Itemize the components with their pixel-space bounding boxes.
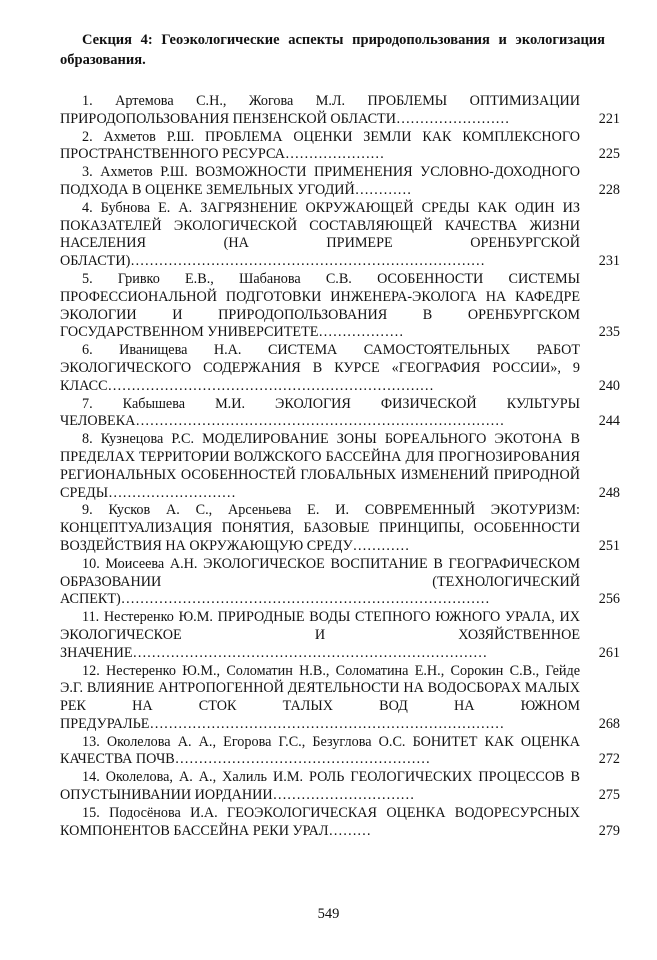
toc-entry-page: 272	[598, 751, 620, 768]
toc-entry-page: 221	[598, 110, 620, 127]
toc-entry-text: 7. Кабышева М.И. ЭКОЛОГИЯ ФИЗИЧЕСКОЙ КУЛЬТУРЫ ЧЕЛОВЕКА……………………………………………………………………	[60, 395, 580, 430]
toc-entry-text: 8. Кузнецова Р.С. МОДЕЛИРОВАНИЕ ЗОНЫ БОРЕАЛЬНОГО ЭКОТОНА В ПРЕДЕЛАХ ТЕРРИТОРИИ ВОЛЖСКОГО БАССЕЙНА ДЛЯ ПРОГНОЗИРОВАНИЯ РЕГИОНАЛЬНЫХ ОСОБЕННОСТЕЙ ГЛОБАЛЬНЫХ ИЗМЕНЕНИЙ ПРИРОДНОЙ СРЕДЫ………………………	[60, 431, 580, 501]
toc-entry-text: 12. Нестеренко Ю.М., Соломатин Н.В., Соломатина Е.Н., Сорокин С.В., Гейде Э.Г. ВЛИЯНИЕ АНТРОПОГЕННОЙ ДЕЯТЕЛЬНОСТИ НА ВОДОСБОРАХ МАЛЫХ РЕК НА СТОК ТАЛЫХ ВОД НА ЮЖНОМ ПРЕДУРАЛЬЕ…………………………………………………………………	[60, 662, 580, 732]
toc-entry-page: 231	[598, 253, 620, 270]
toc-entry	[60, 769, 620, 805]
toc-entry	[60, 663, 620, 734]
toc-entry-text: 4. Бубнова Е. А. ЗАГРЯЗНЕНИЕ ОКРУЖАЮЩЕЙ СРЕДЫ КАК ОДИН ИЗ ПОКАЗАТЕЛЕЙ ЭКОЛОГИЧЕСКОЙ СОСТАВЛЯЮЩЕЙ КАЧЕСТВА ЖИЗНИ НАСЕЛЕНИЯ (НА ПРИМЕРЕ ОРЕНБУРГСКОЙ ОБЛАСТИ)…………………………………………………………………	[60, 199, 580, 270]
toc-entry-text: 10. Моисеева А.Н. ЭКОЛОГИЧЕСКОЕ ВОСПИТАНИЕ В ГЕОГРАФИЧЕСКОМ ОБРАЗОВАНИИ (ТЕХНОЛОГИЧЕСКИЙ АСПЕКТ)……………………………………………………………………	[60, 555, 580, 608]
page-number: 549	[317, 906, 340, 922]
toc-entry	[60, 805, 620, 841]
toc-entry-page: 275	[598, 787, 620, 804]
toc-entry-page: 248	[598, 484, 620, 501]
toc-entry	[60, 609, 620, 662]
table-of-contents	[60, 93, 620, 840]
toc-entry	[60, 93, 620, 129]
toc-entry-text: 14. Околелова, А. А., Халиль И.М. РОЛЬ ГЕОЛОГИЧЕСКИХ ПРОЦЕССОВ В ОПУСТЫНИВАНИИ ИОРДАНИИ…………………………	[60, 769, 580, 804]
toc-entry	[60, 164, 620, 200]
toc-entry-page: 279	[598, 822, 620, 839]
toc-entry	[60, 734, 620, 770]
toc-entry-text: 2. Ахметов Р.Ш. ПРОБЛЕМА ОЦЕНКИ ЗЕМЛИ КАК КОМПЛЕКСНОГО ПРОСТРАНСТВЕННОГО РЕСУРСА…………………	[60, 128, 580, 163]
toc-entry-text: 1. Артемова С.Н., Жогова М.Л. ПРОБЛЕМЫ ОПТИМИЗАЦИИ ПРИРОДОПОЛЬЗОВАНИЯ ПЕНЗЕНСКОЙ ОБЛАСТИ……………………	[60, 93, 580, 127]
toc-entry-page: 256	[598, 591, 620, 608]
toc-entry-page: 228	[598, 181, 620, 198]
toc-entry-page: 268	[598, 715, 620, 732]
toc-entry	[60, 342, 620, 395]
toc-entry	[60, 396, 620, 432]
toc-entry-text: 9. Кусков А. С., Арсеньева Е. И. СОВРЕМЕННЫЙ ЭКОТУРИЗМ: КОНЦЕПТУАЛИЗАЦИЯ ПОНЯТИЯ, БАЗОВЫЕ ПРИНЦИПЫ, ОСОБЕННОСТИ ВОЗДЕЙСТВИЯ НА ОКРУЖАЮЩУЮ СРЕДУ…………	[60, 502, 580, 554]
toc-entry-text: 15. Подосёнова И.А. ГЕОЭКОЛОГИЧЕСКАЯ ОЦЕНКА ВОДОРЕСУРСНЫХ КОМПОНЕНТОВ БАССЕЙНА РЕКИ УРАЛ………	[60, 804, 580, 839]
toc-entry-text: 6. Иванищева Н.А. СИСТЕМА САМОСТОЯТЕЛЬНЫХ РАБОТ ЭКОЛОГИЧЕСКОГО СОДЕРЖАНИЯ В КУРСЕ «ГЕОГРАФИЯ РОССИИ», 9 КЛАСС……………………………………………………………	[60, 342, 580, 394]
toc-entry-text: 11. Нестеренко Ю.М. ПРИРОДНЫЕ ВОДЫ СТЕПНОГО ЮЖНОГО УРАЛА, ИХ ЭКОЛОГИЧЕСКОЕ И ХОЗЯЙСТВЕННОЕ ЗНАЧЕНИЕ…………………………………………………………………	[60, 609, 580, 661]
toc-entry-text: 13. Околелова А. А., Егорова Г.С., Безуглова О.С. БОНИТЕТ КАК ОЦЕНКА КАЧЕСТВА ПОЧВ………………………………………………	[60, 733, 580, 768]
toc-entry-page: 261	[598, 644, 620, 661]
toc-entry	[60, 271, 620, 342]
toc-entry-text: 5. Гривко Е.В., Шабанова С.В. ОСОБЕННОСТИ СИСТЕМЫ ПРОФЕССИОНАЛЬНОЙ ПОДГОТОВКИ ИНЖЕНЕРА-ЭКОЛОГА НА КАФЕДРЕ ЭКОЛОГИИ И ПРИРОДОПОЛЬЗОВАНИЯ В ОРЕНБУРГСКОМ ГОСУДАРСТВЕННОМ УНИВЕРСИТЕТЕ………………	[60, 270, 580, 341]
toc-entry	[60, 556, 620, 609]
toc-entry-page: 244	[598, 413, 620, 430]
section-title: Секция 4: Геоэкологические аспекты природопользования и экологизация образования.	[60, 32, 605, 68]
toc-entry	[60, 502, 620, 555]
toc-entry	[60, 431, 620, 502]
toc-entry-page: 225	[598, 146, 620, 163]
toc-entry	[60, 129, 620, 165]
toc-entry	[60, 200, 620, 271]
toc-entry-page: 251	[598, 537, 620, 554]
toc-entry-page: 240	[598, 377, 620, 394]
toc-entry-text: 3. Ахметов Р.Ш. ВОЗМОЖНОСТИ ПРИМЕНЕНИЯ УСЛОВНО-ДОХОДНОГО ПОДХОДА В ОЦЕНКЕ ЗЕМЕЛЬНЫХ УГОДИЙ…………	[60, 164, 580, 198]
toc-entry-page: 235	[598, 324, 620, 341]
